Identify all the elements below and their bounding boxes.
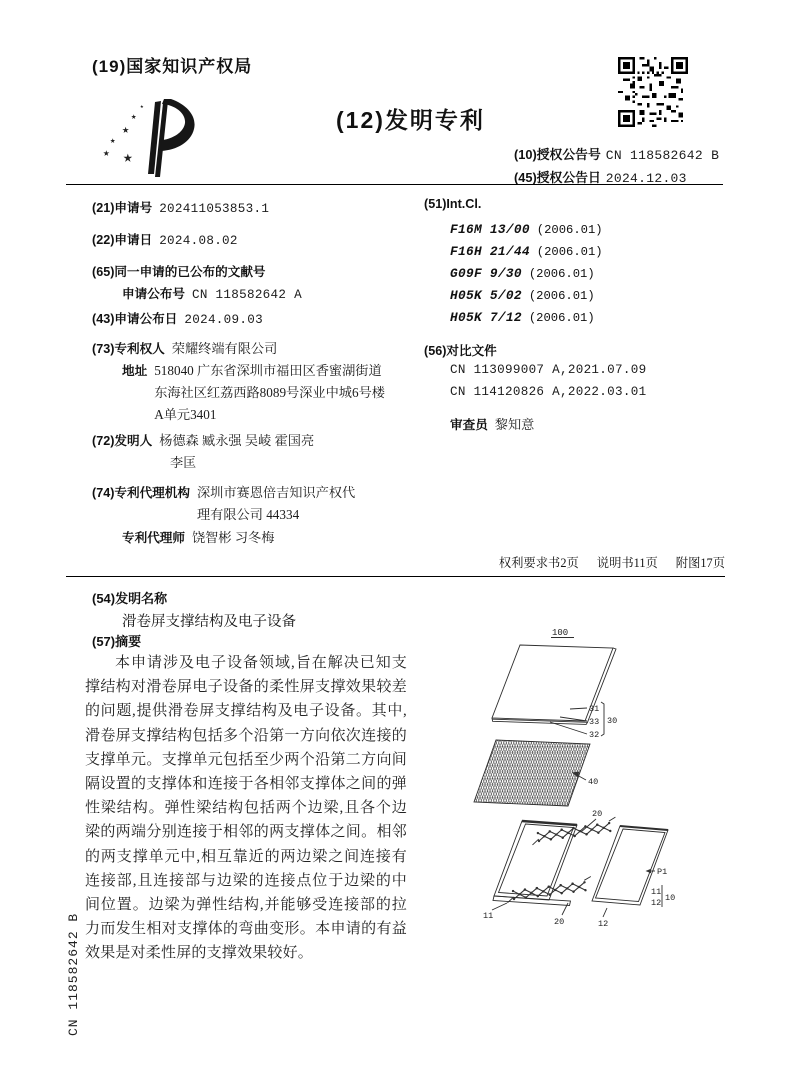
label-32: 32	[589, 730, 600, 740]
agent-row	[122, 527, 274, 546]
examiner-label: 审查员	[450, 418, 488, 432]
agency-label: (74)专利代理机构	[92, 486, 190, 500]
abstract-figure	[450, 618, 730, 955]
figures-pages: 附图17页	[675, 556, 725, 570]
label-12-right: 12	[651, 898, 662, 908]
publication-date-row	[92, 308, 263, 327]
agency-row	[92, 482, 363, 526]
inventors-label: (72)发明人	[92, 434, 153, 448]
label-P1: P1	[657, 867, 668, 877]
label-31: 31	[589, 704, 600, 714]
document-type-title: (12)发明专利	[336, 107, 485, 133]
publication-number-value: CN 118582642 A	[191, 288, 302, 302]
svg-text:★: ★	[131, 112, 137, 122]
label-40: 40	[588, 777, 599, 787]
abstract-label: (57)摘要	[92, 634, 142, 649]
publication-number-label: 申请公布号	[122, 287, 185, 301]
grant-date-value: 2024.12.03	[605, 171, 687, 186]
examiner-value: 黎知意	[494, 417, 535, 432]
publication-date-label: (43)申请公布日	[92, 312, 178, 326]
invention-title-label: (54)发明名称	[92, 591, 168, 606]
pagination-summary	[499, 553, 725, 571]
citations-label: (56)对比文件	[424, 344, 497, 358]
ipc-year: (2006.01)	[528, 289, 595, 303]
ipc-year: (2006.01)	[528, 267, 595, 281]
label-12-bottom: 12	[598, 919, 609, 929]
agent-value: 饶智彬 习冬梅	[191, 530, 275, 545]
invention-title: 滑卷屏支撑结构及电子设备	[122, 614, 296, 630]
publication-number-row	[122, 283, 302, 302]
vertical-doc-number: CN 118582642 B	[66, 912, 81, 1036]
ipc-code: G09F 9/30	[450, 266, 522, 281]
intcl-item	[450, 244, 603, 259]
label-10: 10	[665, 893, 676, 903]
agency-value: 深圳市赛恩倍吉知识产权代理有限公司 44334	[196, 485, 356, 522]
intcl-item	[450, 266, 595, 281]
label-30: 30	[607, 716, 618, 726]
description-pages: 说明书11页	[596, 556, 658, 570]
application-date-row	[92, 229, 238, 248]
svg-text:★: ★	[123, 149, 133, 167]
patentee-value: 荣耀终端有限公司	[171, 341, 278, 356]
address-value: 518040 广东省深圳市福田区香蜜湖街道东海社区红荔西路8089号深业中城6号楼A单元3401	[154, 363, 385, 422]
application-number-row	[92, 197, 269, 216]
patentee-row	[92, 338, 277, 357]
ipc-year: (2006.01)	[528, 311, 595, 325]
label-33: 33	[589, 717, 600, 727]
application-number-label: (21)申请号	[92, 201, 153, 215]
svg-text:★: ★	[110, 136, 116, 146]
inventors-line2: 李匡	[170, 455, 197, 470]
grant-date-label: (45)授权公告日	[514, 170, 601, 185]
figure-linework	[474, 638, 668, 918]
header-divider	[66, 184, 723, 185]
intcl-item	[450, 310, 595, 325]
abstract-text: 本申请涉及电子设备领域,旨在解决已知支撑结构对滑卷屏电子设备的柔性屏支撑效果较差的问题,提供滑卷屏支撑结构及电子设备。其中,滑卷屏支撑结构包括多个沿第一方向依次连接的支撑单元。支撑单元包括至少两个沿第二方向间隔设置的支撑体和连接于各相邻支撑体之间的弹性梁结构。弹性梁结构包括两个边梁,且各个边梁的两端分别连接于相邻的两支撑体之间。相邻的两支撑单元中,相互靠近的两边梁之间连接有连接部,且连接部与边梁的连接点位于边梁的中间位置。边梁为弹性结构,并能够受连接部的拉力而发生相对支撑体的弯曲变形。本申请的有益效果是对柔性屏的支撑效果较好。	[85, 655, 407, 962]
intcl-label: (51)Int.Cl.	[424, 197, 482, 211]
label-11-left: 11	[483, 911, 494, 921]
ipc-code: F16H 21/44	[450, 244, 530, 259]
figure-ref-label: 100	[552, 628, 569, 638]
issuing-office: (19)国家知识产权局	[92, 57, 253, 76]
grant-number-value: CN 118582642 B	[605, 148, 720, 163]
agent-label: 专利代理师	[122, 531, 185, 545]
grant-number-row	[514, 144, 719, 163]
intcl-item	[450, 288, 595, 303]
inventors-line1: 杨德森 臧永强 吴崚 霍国亮	[159, 433, 315, 448]
citation-item: CN 114120826 A,2022.03.01	[450, 385, 647, 399]
intcl-item	[450, 222, 603, 237]
svg-text:★: ★	[103, 148, 110, 160]
ipc-year: (2006.01)	[536, 245, 603, 259]
label-20-bottom: 20	[554, 917, 565, 927]
publication-date-value: 2024.09.03	[184, 313, 263, 327]
svg-text:★: ★	[122, 123, 130, 137]
label-20-top: 20	[592, 809, 603, 819]
cnipa-logo-icon	[98, 92, 203, 187]
ipc-year: (2006.01)	[536, 223, 603, 237]
ipc-code: H05K 5/02	[450, 288, 522, 303]
section-divider	[66, 576, 725, 577]
claims-pages: 权利要求书2页	[498, 556, 579, 570]
inventors-row	[92, 430, 314, 449]
patentee-label: (73)专利权人	[92, 342, 165, 356]
address-row	[122, 360, 392, 426]
publication-ref-label: (65)同一申请的已公布的文献号	[92, 265, 266, 279]
grant-number-label: (10)授权公告号	[514, 147, 601, 162]
ipc-code: H05K 7/12	[450, 310, 522, 325]
application-date-value: 2024.08.02	[159, 234, 238, 248]
examiner-row	[450, 414, 534, 433]
application-date-label: (22)申请日	[92, 233, 153, 247]
ipc-code: F16M 13/00	[450, 222, 530, 237]
address-label: 地址	[122, 364, 148, 378]
label-11-right: 11	[651, 887, 662, 897]
svg-text:★: ★	[140, 103, 144, 110]
qr-code-icon	[618, 57, 688, 132]
application-number-value: 202411053853.1	[159, 202, 270, 216]
citation-item: CN 113099007 A,2021.07.09	[450, 363, 647, 377]
